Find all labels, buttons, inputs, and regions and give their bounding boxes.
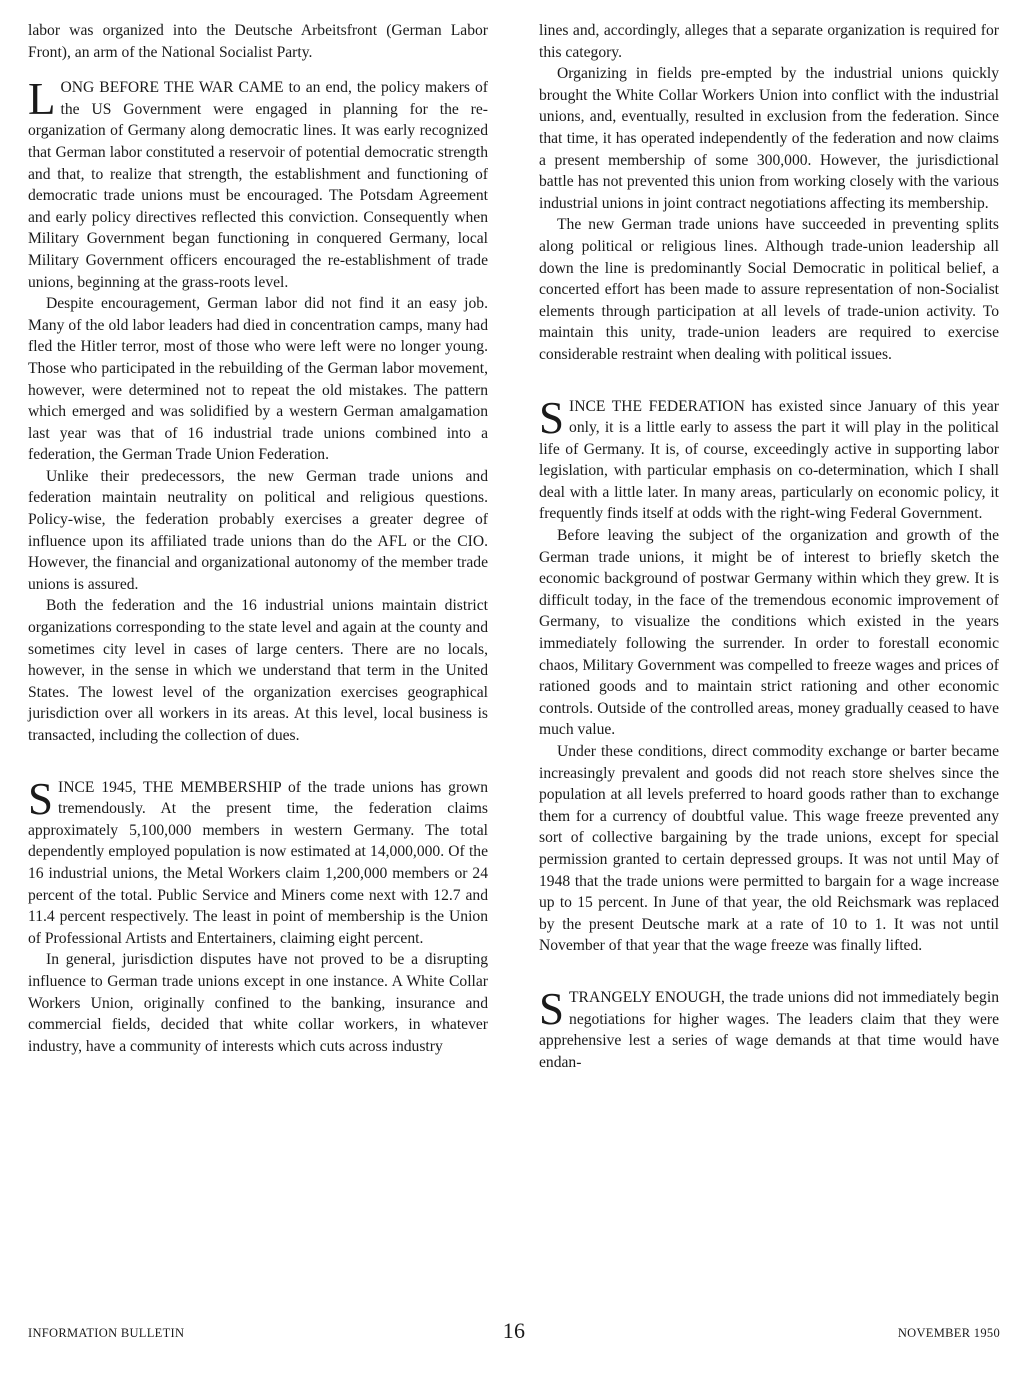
section-lead-paragraph [28, 773, 488, 950]
drop-cap: L [28, 74, 56, 125]
left-column [28, 20, 488, 1057]
paragraph: Before leaving the subject of the organization and growth of the German trade unions, it might be of interest to briefly sketch the economic background of postwar Germany within which they grew. It is difficult today, in the face of the tremendous economic improvement of Germany, to visualize the conditions which existed in the years immediately following the surrender. In order to forestall economic chaos, Military Government was compelled to freeze wages and prices of rationed goods and to maintain strict rationing and other economic controls. Outside of the controlled areas, money gradually ceased to have much value. [539, 527, 999, 739]
paragraph: Under these conditions, direct commodity exchange or barter became increasingly prevalent and goods did not reach store shelves since the population at all levels preferred to hoard goods rather than to exchange them for a currency of doubtful value. This wage freeze prevented any sort of collective bargaining by the trade unions, except for special permission granted to certain depressed groups. It was not until May of 1948 that the trade unions were permitted to bargain for a wage increase up to 15 percent. In June of that year, the old Reichsmark was replaced by the present Deutsche mark at a rate of 10 to 1. It was not until November of that year that the wage freeze was finally lifted. [539, 743, 999, 955]
paragraph: The new German trade unions have succeeded in preventing splits along political or religious lines. Although trade-union leadership all down the line is predominantly Social Democratic in political belief, a concerted effort has been made to assure representation of non-Socialist elements through participation at all levels of trade-union activity. To maintain this unity, trade-union leaders are required to exercise considerable restraint when dealing with political issues. [539, 216, 999, 363]
section-lead-paragraph [28, 74, 488, 293]
lead-in-caps: ONG BEFORE THE WAR CAME [60, 79, 284, 97]
lead-in-caps: TRANGELY ENOUGH, [569, 988, 725, 1006]
paragraph: Both the federation and the 16 industrial unions maintain district organizations corresponding to the state level and again at the county and sometimes city level in cases of large centers. There are no locals, however, in the sense in which we understand that term in the United States. The lowest level of the organization exercises geographical jurisdiction over all workers in its areas. At this level, local business is transacted, including the collection of dues. [28, 597, 488, 744]
drop-cap: S [539, 392, 565, 443]
paragraph-text: of the trade unions has grown tremendously. At the present time, the federation claims approximately 5,100,000 members in western Germany. The total dependently employed population is now estimated at 14,000,000. Of the 16 industrial unions, the Metal Workers claim 1,200,000 members or 24 percent of the total. Public Service and Miners come next with 12.7 and 11.4 percent respectively. The least in point of membership is the Union of Professional Artists and Entertainers, claiming eight percent. [28, 778, 488, 947]
publication-title: INFORMATION BULLETIN [28, 1326, 185, 1340]
right-column [539, 20, 999, 1073]
section-lead-paragraph [539, 983, 999, 1073]
lead-in-caps: INCE THE FEDERATION [569, 397, 745, 415]
drop-cap: S [28, 773, 54, 824]
paragraph-text: has existed since January of this year only, it is a little early to assess the part it will play in the political life of Germany. It is, of course, exceedingly active in supporting labor legislation, with particular emphasis on co-determination, which I shall deal with a little later. In many areas, particularly on economic policy, it frequently finds itself at odds with the right-wing Federal Government. [539, 397, 999, 523]
page-number: 16 [502, 1318, 526, 1343]
paragraph: Unlike their predecessors, the new German trade unions and federation maintain neutrality on political and religious questions. Policy-wise, the federation probably exercises a greater degree of influence upon its affiliated trade unions than do the AFL or the CIO. However, the financial and organizational autonomy of the member trade unions is assured. [28, 467, 488, 593]
section-lead-paragraph [539, 392, 999, 526]
drop-cap: S [539, 983, 565, 1034]
paragraph: lines and, accordingly, alleges that a separate organization is required for this category. [539, 22, 999, 61]
paragraph-text: to an end, the policy makers of the US Government were engaged in planning for the re-organization of Germany along democratic lines. It was early recognized that German labor constituted a reservoir of potential democratic strength and that, to realize that strength, the establishment and functioning of democratic trade unions must be encouraged. The Potsdam Agreement and early policy directives reflected this conviction. Consequently when Military Government began functioning in conquered Germany, local Military Government officers encouraged the re-establishment of trade unions, beginning at the grass-roots level. [28, 79, 488, 291]
lead-in-caps: INCE 1945, THE MEMBERSHIP [58, 778, 282, 796]
paragraph-text: the trade unions did not immediately begin negotiations for higher wages. The leaders claim that they were apprehensive lest a series of wage demands at that time would have endan- [539, 988, 999, 1071]
page-footer [28, 1318, 1000, 1348]
paragraph: Organizing in fields pre-empted by the industrial unions quickly brought the White Collar Workers Union into conflict with the industrial unions, and, eventually, resulted in exclusion from the federation. Since that time, it has operated independently of the federation and now claims a present membership of some 300,000. However, the jurisdictional battle has not prevented this union from working closely with the various industrial unions in joint contract negotiations affecting its membership. [539, 65, 999, 212]
issue-date: NOVEMBER 1950 [897, 1326, 1000, 1340]
paragraph: Despite encouragement, German labor did not find it an easy job. Many of the old labor leaders had died in concentration camps, many had fled the Hitler terror, most of those who were left were no longer young. Those who participated in the rebuilding of the German labor movement, however, were determined not to repeat the old mistakes. The pattern which emerged and was solidified by a western German amalgamation last year was that of 16 industrial trade unions combined into a federation, the German Trade Union Federation. [28, 295, 488, 464]
paragraph: labor was organized into the Deutsche Arbeitsfront (German Labor Front), an arm of the National Socialist Party. [28, 22, 488, 61]
paragraph: In general, jurisdiction disputes have not proved to be a disrupting influence to German trade unions except in one instance. A White Collar Workers Union, originally confined to the banking, insurance and commercial fields, decided that white collar workers, in whatever industry, have a community of interests which cuts across industry [28, 951, 488, 1055]
